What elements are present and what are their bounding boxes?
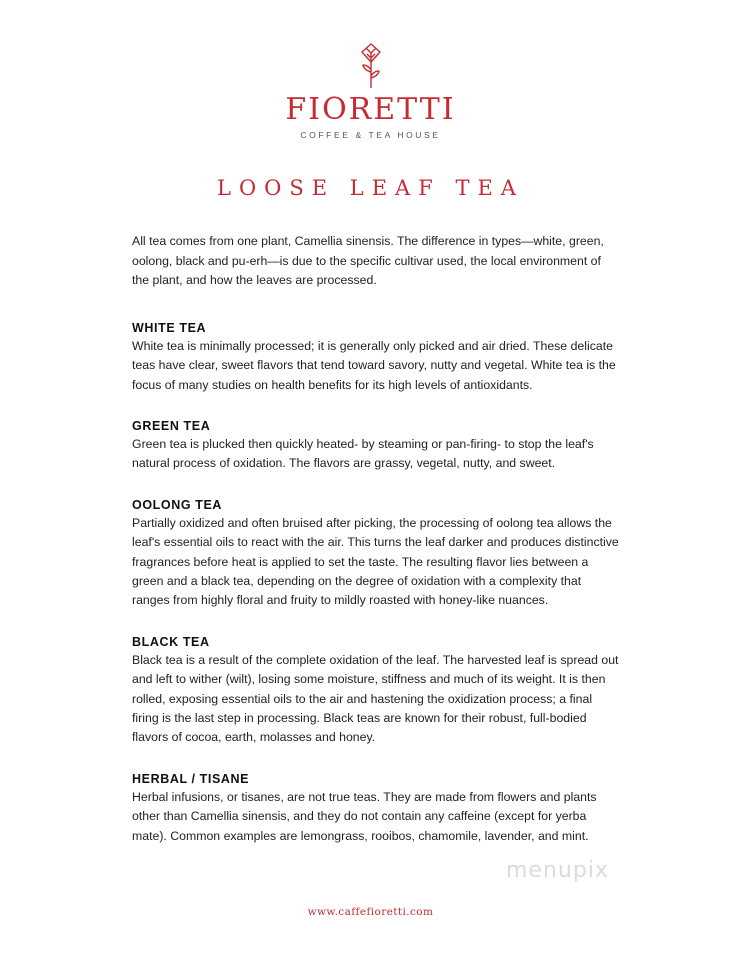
section-description: White tea is minimally processed; it is generally only picked and air dried. These delicate teas have clear, sweet flavors that tend toward savory, nutty and vegetal. White tea is the focus of many studies on health benefits for its high levels of antioxidants. (132, 338, 616, 392)
brand-name: FIORETTI (285, 92, 456, 127)
section-title: OOLONG TEA (132, 497, 223, 512)
section-title: GREEN TEA (132, 419, 211, 433)
page-title: LOOSE LEAF TEA (217, 176, 524, 200)
section-black-tea (132, 633, 620, 748)
watermark: menupix (506, 858, 609, 883)
rose-icon (358, 42, 384, 90)
section-title: HERBAL / TISANE (132, 771, 250, 786)
logo (0, 42, 741, 140)
section-description: Partially oxidized and often bruised after picking, the processing of oolong tea allows the leaf's essential oils to react with the air. This turns the leaf darker and produces distinctive fragrances before heat is applied to set the taste. The resulting flavor lies between a green and a black tea, depending on the degree of oxidation with a complexity that ranges from highly floral and fruity to mildly roasted with honey-like nuances. (132, 515, 619, 608)
brand-tagline: COFFEE & TEA HOUSE (300, 130, 441, 140)
section-oolong-tea (132, 496, 620, 611)
intro-paragraph: All tea comes from one plant, Camellia sinensis. The difference in types—white, green, oolong, black and pu-erh—is due to the specific cultivar used, the local environment of the plant, and how the leaves are processed. (132, 234, 604, 288)
section-title: BLACK TEA (132, 634, 210, 649)
section-description: Green tea is plucked then quickly heated- by steaming or pan-firing- to stop the leaf's natural process of oxidation. The flavors are grassy, vegetal, nutty, and sweet. (132, 437, 594, 471)
section-white-tea (132, 319, 620, 395)
section-green-tea (132, 417, 620, 474)
section-herbal-tisane (132, 770, 620, 846)
section-description: Black tea is a result of the complete oxidation of the leaf. The harvested leaf is spread out and left to wither (wilt), losing some moisture, stiffness and much of its weight. It is then rolled, exposing essential oils to the air and hastening the oxidization process; a final firing is the last step in processing. Black teas are known for their robust, full-bodied flavors of cocoa, earth, molasses and honey. (132, 652, 619, 745)
section-description: Herbal infusions, or tisanes, are not true teas. They are made from flowers and plants other than Camellia sinensis, and they do not contain any caffeine (except for yerba mate). Common examples are lemongrass, rooibos, chamomile, lavender, and mint. (132, 789, 597, 843)
section-title: WHITE TEA (132, 320, 207, 335)
website-link[interactable]: www.caffefioretti.com (307, 906, 434, 918)
menu-content (132, 232, 620, 868)
